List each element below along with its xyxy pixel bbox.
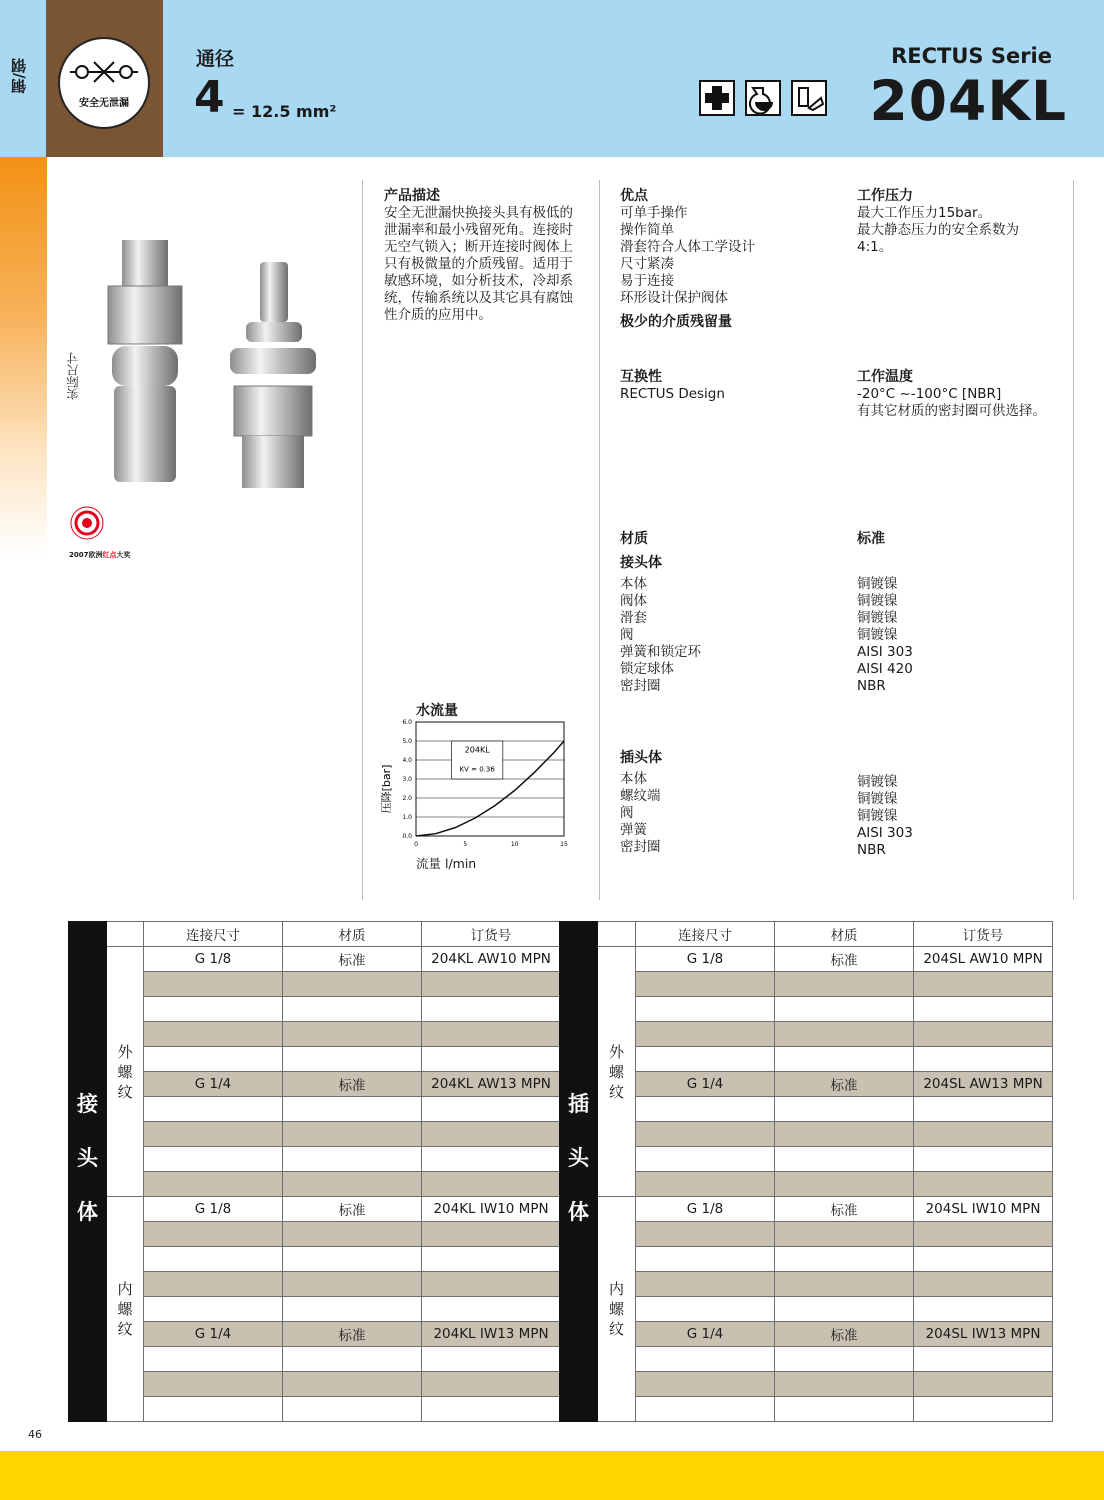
material-value: 铜镀镍: [857, 576, 898, 592]
cell-order-no: [422, 1122, 561, 1147]
cell-size: [636, 1372, 775, 1397]
cell-order-no: 204SL AW10 MPN: [914, 947, 1053, 972]
group-char: 头: [568, 1146, 589, 1170]
chart-y-tick: 5.0: [402, 738, 412, 745]
column-header: 订货号: [422, 922, 561, 947]
table-row: [69, 1197, 561, 1222]
cell-order-no: [422, 1297, 561, 1322]
footer-bar: [0, 1451, 1104, 1500]
material-part: 阀: [620, 805, 634, 821]
material-value: 铜镀镍: [857, 593, 898, 609]
cell-size: G 1/4: [636, 1322, 775, 1347]
cell-material: [283, 1297, 422, 1322]
materials-standard: [857, 531, 1067, 859]
cell-order-no: [914, 1172, 1053, 1197]
interchangeability-section: [620, 369, 840, 403]
cell-size: G 1/8: [144, 947, 283, 972]
cell-material: [775, 1272, 914, 1297]
cell-order-no: [422, 1147, 561, 1172]
table-group-label: [69, 947, 107, 1422]
description-heading: 产品描述: [384, 188, 440, 204]
male-char: 外: [608, 1042, 624, 1061]
materials-parts: [620, 531, 840, 856]
cell-order-no: [914, 972, 1053, 997]
cell-size: [144, 1147, 283, 1172]
description-line: 统，传输系统以及其它具有腐蚀: [384, 290, 573, 306]
cell-size: [636, 1047, 775, 1072]
description-line: 无空气锁入；断开连接时阀体上: [384, 239, 573, 255]
cell-material: [283, 1022, 422, 1047]
advantage-item: 环形设计保护阀体: [620, 290, 728, 306]
interchange-heading: 互换性: [620, 369, 662, 385]
advantage-item: 易于连接: [620, 273, 674, 289]
material-part: 密封圈: [620, 678, 661, 694]
column-divider: [362, 180, 363, 900]
material-value: 铜镀镍: [857, 610, 898, 626]
series-name: RECTUS Serie: [891, 44, 1052, 68]
cell-material: [775, 1047, 914, 1072]
cell-material: 标准: [775, 947, 914, 972]
cell-order-no: [914, 1122, 1053, 1147]
cell-material: [283, 1347, 422, 1372]
cell-material: [283, 1097, 422, 1122]
advantage-bold-item: 极少的介质残留量: [620, 314, 732, 330]
female-thread-label: [107, 1197, 144, 1422]
cell-size: [144, 1247, 283, 1272]
material-part: 阀: [620, 627, 634, 643]
chart-x-tick: 15: [560, 841, 568, 848]
cell-size: [144, 1122, 283, 1147]
column-divider: [599, 180, 600, 900]
cell-material: 标准: [283, 1197, 422, 1222]
award-caption: [69, 550, 130, 560]
cell-order-no: [914, 1347, 1053, 1372]
material-value: 铜镀镍: [857, 627, 898, 643]
cell-size: [636, 972, 775, 997]
cell-material: 标准: [775, 1322, 914, 1347]
description-line: 安全无泄漏快换接头具有极低的: [384, 205, 573, 221]
cell-order-no: [914, 1297, 1053, 1322]
material-value: 铜镀镍: [857, 774, 898, 790]
cell-order-no: [422, 997, 561, 1022]
cell-material: [283, 1172, 422, 1197]
cell-order-no: 204SL AW13 MPN: [914, 1072, 1053, 1097]
chart-x-tick: 5: [463, 841, 468, 848]
material-value: AISI 303: [857, 825, 913, 841]
standard-heading: 标准: [857, 531, 885, 547]
cell-material: [283, 1247, 422, 1272]
chart-legend-entry: 204KL: [464, 745, 490, 755]
cell-order-no: [422, 1247, 561, 1272]
female-char: 螺: [608, 1300, 624, 1318]
model-number: 204KL: [869, 69, 1067, 133]
flow-chart: [378, 716, 578, 876]
male-char: 纹: [608, 1082, 624, 1101]
materials-heading: 材质: [620, 531, 648, 547]
cell-material: [283, 1147, 422, 1172]
cell-size: G 1/8: [144, 1197, 283, 1222]
diameter-unit: = 12.5 mm²: [232, 102, 337, 121]
cell-order-no: [914, 1047, 1053, 1072]
pressure-section: [857, 188, 1067, 256]
table-row: [69, 947, 561, 972]
cell-material: [775, 1347, 914, 1372]
cell-order-no: [914, 1222, 1053, 1247]
cell-material: 标准: [283, 1072, 422, 1097]
cell-order-no: [422, 1372, 561, 1397]
female-char: 内: [117, 1280, 133, 1298]
column-header: 连接尺寸: [144, 922, 283, 947]
description-line: 敏感环境，如分析技术，冷却系: [384, 273, 573, 289]
table-row: [560, 1197, 1053, 1222]
cell-material: [283, 1397, 422, 1422]
material-value: AISI 303: [857, 644, 913, 660]
table-corner: [69, 922, 107, 947]
material-part: 本体: [620, 576, 647, 592]
cell-material: [283, 997, 422, 1022]
cell-size: G 1/4: [144, 1072, 283, 1097]
cell-size: [636, 1347, 775, 1372]
table-header-row: [560, 922, 1053, 947]
cell-material: [775, 1122, 914, 1147]
cell-size: [636, 1022, 775, 1047]
chart-y-tick: 6.0: [402, 719, 412, 726]
cell-order-no: [914, 1397, 1053, 1422]
cell-order-no: 204KL AW10 MPN: [422, 947, 561, 972]
advantage-item: 可单手操作: [620, 205, 688, 221]
temperature-heading: 工作温度: [857, 369, 913, 385]
cell-size: G 1/4: [144, 1322, 283, 1347]
chart-y-tick: 2.0: [402, 795, 412, 802]
cell-size: G 1/4: [636, 1072, 775, 1097]
left-gradient-strip: [0, 157, 47, 557]
cell-order-no: [422, 1022, 561, 1047]
cell-size: [636, 1222, 775, 1247]
temperature-section: [857, 369, 1067, 420]
material-value: NBR: [857, 678, 886, 694]
cell-size: [144, 1172, 283, 1197]
cell-material: [283, 1372, 422, 1397]
table-corner: [560, 922, 598, 947]
cell-order-no: [914, 997, 1053, 1022]
chart-x-tick: 0: [414, 841, 418, 848]
cell-material: [775, 997, 914, 1022]
cell-order-no: [914, 1372, 1053, 1397]
cell-order-no: [422, 1397, 561, 1422]
material-value: NBR: [857, 842, 886, 858]
cell-size: [144, 972, 283, 997]
table-group-label: [560, 947, 598, 1422]
chart-y-tick: 4.0: [402, 757, 412, 764]
advantage-item: 尺寸紧凑: [620, 256, 674, 272]
male-char: 螺: [117, 1062, 133, 1081]
cell-material: [775, 1022, 914, 1047]
material-part: 本体: [620, 771, 647, 787]
interchange-value: RECTUS Design: [620, 386, 725, 402]
material-part: 阀体: [620, 593, 647, 609]
cell-order-no: [422, 1172, 561, 1197]
cell-size: [636, 1247, 775, 1272]
cell-order-no: 204KL AW13 MPN: [422, 1072, 561, 1097]
cell-size: [636, 1272, 775, 1297]
temperature-line: 有其它材质的密封圈可供选择。: [857, 403, 1046, 419]
male-char: 外: [117, 1042, 133, 1061]
chart-x-ticks: [414, 841, 568, 848]
cell-size: [144, 1272, 283, 1297]
diameter-label: 通径: [196, 48, 235, 70]
cell-size: [144, 1022, 283, 1047]
cell-material: 标准: [283, 1322, 422, 1347]
cell-size: [144, 1372, 283, 1397]
female-thread-label: [598, 1197, 636, 1422]
cell-material: [775, 1297, 914, 1322]
chart-x-label: 流量 l/min: [416, 856, 477, 871]
cell-material: [775, 1147, 914, 1172]
female-char: 内: [608, 1280, 624, 1298]
female-char: 螺: [117, 1300, 133, 1318]
cell-size: [144, 1397, 283, 1422]
description-line: 泄漏率和最小残留死角。连接时: [384, 222, 573, 238]
cell-size: [144, 997, 283, 1022]
material-part: 弹簧: [620, 822, 647, 838]
group-char: 体: [77, 1200, 98, 1224]
material-value: 铜镀镍: [857, 808, 898, 824]
product-photo-coupler-and-plug: [100, 230, 320, 500]
chart-x-tick: 10: [510, 841, 519, 848]
safe-no-leak-logo: [58, 37, 150, 129]
cell-material: [775, 1222, 914, 1247]
chart-y-tick: 3.0: [402, 776, 412, 783]
material-part: 弹簧和锁定环: [620, 644, 701, 660]
cell-order-no: [914, 1272, 1053, 1297]
chart-y-ticks: [402, 719, 412, 840]
cell-size: [636, 997, 775, 1022]
male-thread-label: [598, 947, 636, 1197]
plug-order-table: [559, 921, 1053, 1422]
female-char: 纹: [117, 1320, 133, 1338]
group-char: 头: [77, 1146, 98, 1170]
hazard-environment-icon: [791, 80, 827, 116]
cell-material: 标准: [283, 947, 422, 972]
cell-order-no: [914, 1097, 1053, 1122]
cell-size: G 1/8: [636, 1197, 775, 1222]
cell-material: [775, 1247, 914, 1272]
material-value: AISI 420: [857, 661, 913, 677]
group-char: 插: [568, 1092, 589, 1116]
pressure-line: 最大静态压力的安全系数为: [857, 222, 1019, 238]
pressure-heading: 工作压力: [857, 188, 913, 204]
plug-materials-heading: 插头体: [620, 750, 662, 766]
coupling-symbol-icon: [68, 57, 140, 87]
cell-material: [283, 1222, 422, 1247]
description-line: 性介质的应用中。: [384, 307, 492, 323]
coupler-materials-heading: 接头体: [620, 555, 662, 571]
award-caption-red: 红点: [102, 551, 117, 559]
cell-order-no: [422, 1347, 561, 1372]
chart-title: 水流量: [416, 703, 458, 719]
chart-y-tick: 1.0: [402, 814, 412, 821]
cell-size: G 1/8: [636, 947, 775, 972]
group-char: 接: [77, 1092, 98, 1116]
product-description: [384, 188, 592, 324]
column-divider: [1073, 180, 1074, 900]
cell-order-no: 204KL IW10 MPN: [422, 1197, 561, 1222]
cell-size: [144, 1347, 283, 1372]
cell-material: [775, 1397, 914, 1422]
chart-legend-entry: KV = 0.36: [459, 765, 495, 774]
cell-size: [144, 1047, 283, 1072]
coupler-order-table: [68, 921, 561, 1422]
cell-material: [775, 972, 914, 997]
cell-material: 标准: [775, 1197, 914, 1222]
pressure-line: 4:1。: [857, 239, 893, 255]
temperature-line: -20°C ~-100°C [NBR]: [857, 386, 1002, 402]
cell-material: [775, 1097, 914, 1122]
cell-size: [636, 1297, 775, 1322]
cell-order-no: [422, 1272, 561, 1297]
advantages-heading: 优点: [620, 188, 648, 204]
column-header: 连接尺寸: [636, 922, 775, 947]
cell-material: [283, 1122, 422, 1147]
material-part: 滑套: [620, 610, 647, 626]
cell-order-no: 204SL IW10 MPN: [914, 1197, 1053, 1222]
chart-y-label: 压降[bar]: [380, 764, 393, 814]
cell-size: [636, 1397, 775, 1422]
cell-material: [283, 1272, 422, 1297]
cell-order-no: [914, 1147, 1053, 1172]
actual-size-label: 实际尺寸: [66, 352, 80, 400]
logo-text: 安全无泄漏: [79, 98, 129, 109]
cell-size: [144, 1297, 283, 1322]
cell-order-no: [914, 1247, 1053, 1272]
male-char: 纹: [117, 1082, 133, 1101]
female-char: 纹: [608, 1320, 624, 1338]
chart-y-tick: 0.0: [402, 833, 412, 840]
group-char: 体: [568, 1200, 589, 1224]
cell-size: [144, 1097, 283, 1122]
table-corner-blank: [107, 922, 144, 947]
cell-size: [636, 1097, 775, 1122]
advantages-section: [620, 188, 840, 331]
advantage-item: 滑套符合人体工学设计: [620, 239, 755, 255]
cell-order-no: [422, 1222, 561, 1247]
cell-material: [283, 1047, 422, 1072]
cell-size: [144, 1222, 283, 1247]
table-header-row: [69, 922, 561, 947]
table-row: [560, 947, 1053, 972]
cell-material: [775, 1372, 914, 1397]
material-part: 密封圈: [620, 839, 661, 855]
hazard-corrosive-icon: [745, 80, 781, 116]
cell-order-no: 204SL IW13 MPN: [914, 1322, 1053, 1347]
hazard-harmful-icon: [699, 80, 735, 116]
description-line: 只有极微量的介质残留。适用于: [384, 256, 573, 272]
table-corner-blank: [598, 922, 636, 947]
red-dot-award-icon: [70, 506, 104, 540]
pressure-line: 最大工作压力15bar。: [857, 205, 992, 221]
award-caption-a: 2007欧洲: [69, 551, 103, 559]
column-header: 材质: [775, 922, 914, 947]
material-part: 螺纹端: [620, 788, 661, 804]
cell-order-no: 204KL IW13 MPN: [422, 1322, 561, 1347]
cell-material: 标准: [775, 1072, 914, 1097]
cell-material: [283, 972, 422, 997]
male-thread-label: [107, 947, 144, 1197]
material-value: 铜镀镍: [857, 791, 898, 807]
column-header: 材质: [283, 922, 422, 947]
award-caption-b: 大奖: [116, 551, 131, 559]
diameter-value: 4: [194, 72, 225, 123]
column-header: 订货号: [914, 922, 1053, 947]
page-number: 46: [28, 1428, 42, 1441]
material-part: 锁定球体: [620, 661, 674, 677]
cell-material: [775, 1172, 914, 1197]
cell-size: [636, 1172, 775, 1197]
cell-size: [636, 1147, 775, 1172]
cell-size: [636, 1122, 775, 1147]
advantage-item: 操作简单: [620, 222, 674, 238]
material-side-label: 铜/钢: [10, 58, 28, 94]
cell-order-no: [422, 972, 561, 997]
cell-order-no: [422, 1097, 561, 1122]
cell-order-no: [422, 1047, 561, 1072]
cell-order-no: [914, 1022, 1053, 1047]
male-char: 螺: [608, 1062, 624, 1081]
